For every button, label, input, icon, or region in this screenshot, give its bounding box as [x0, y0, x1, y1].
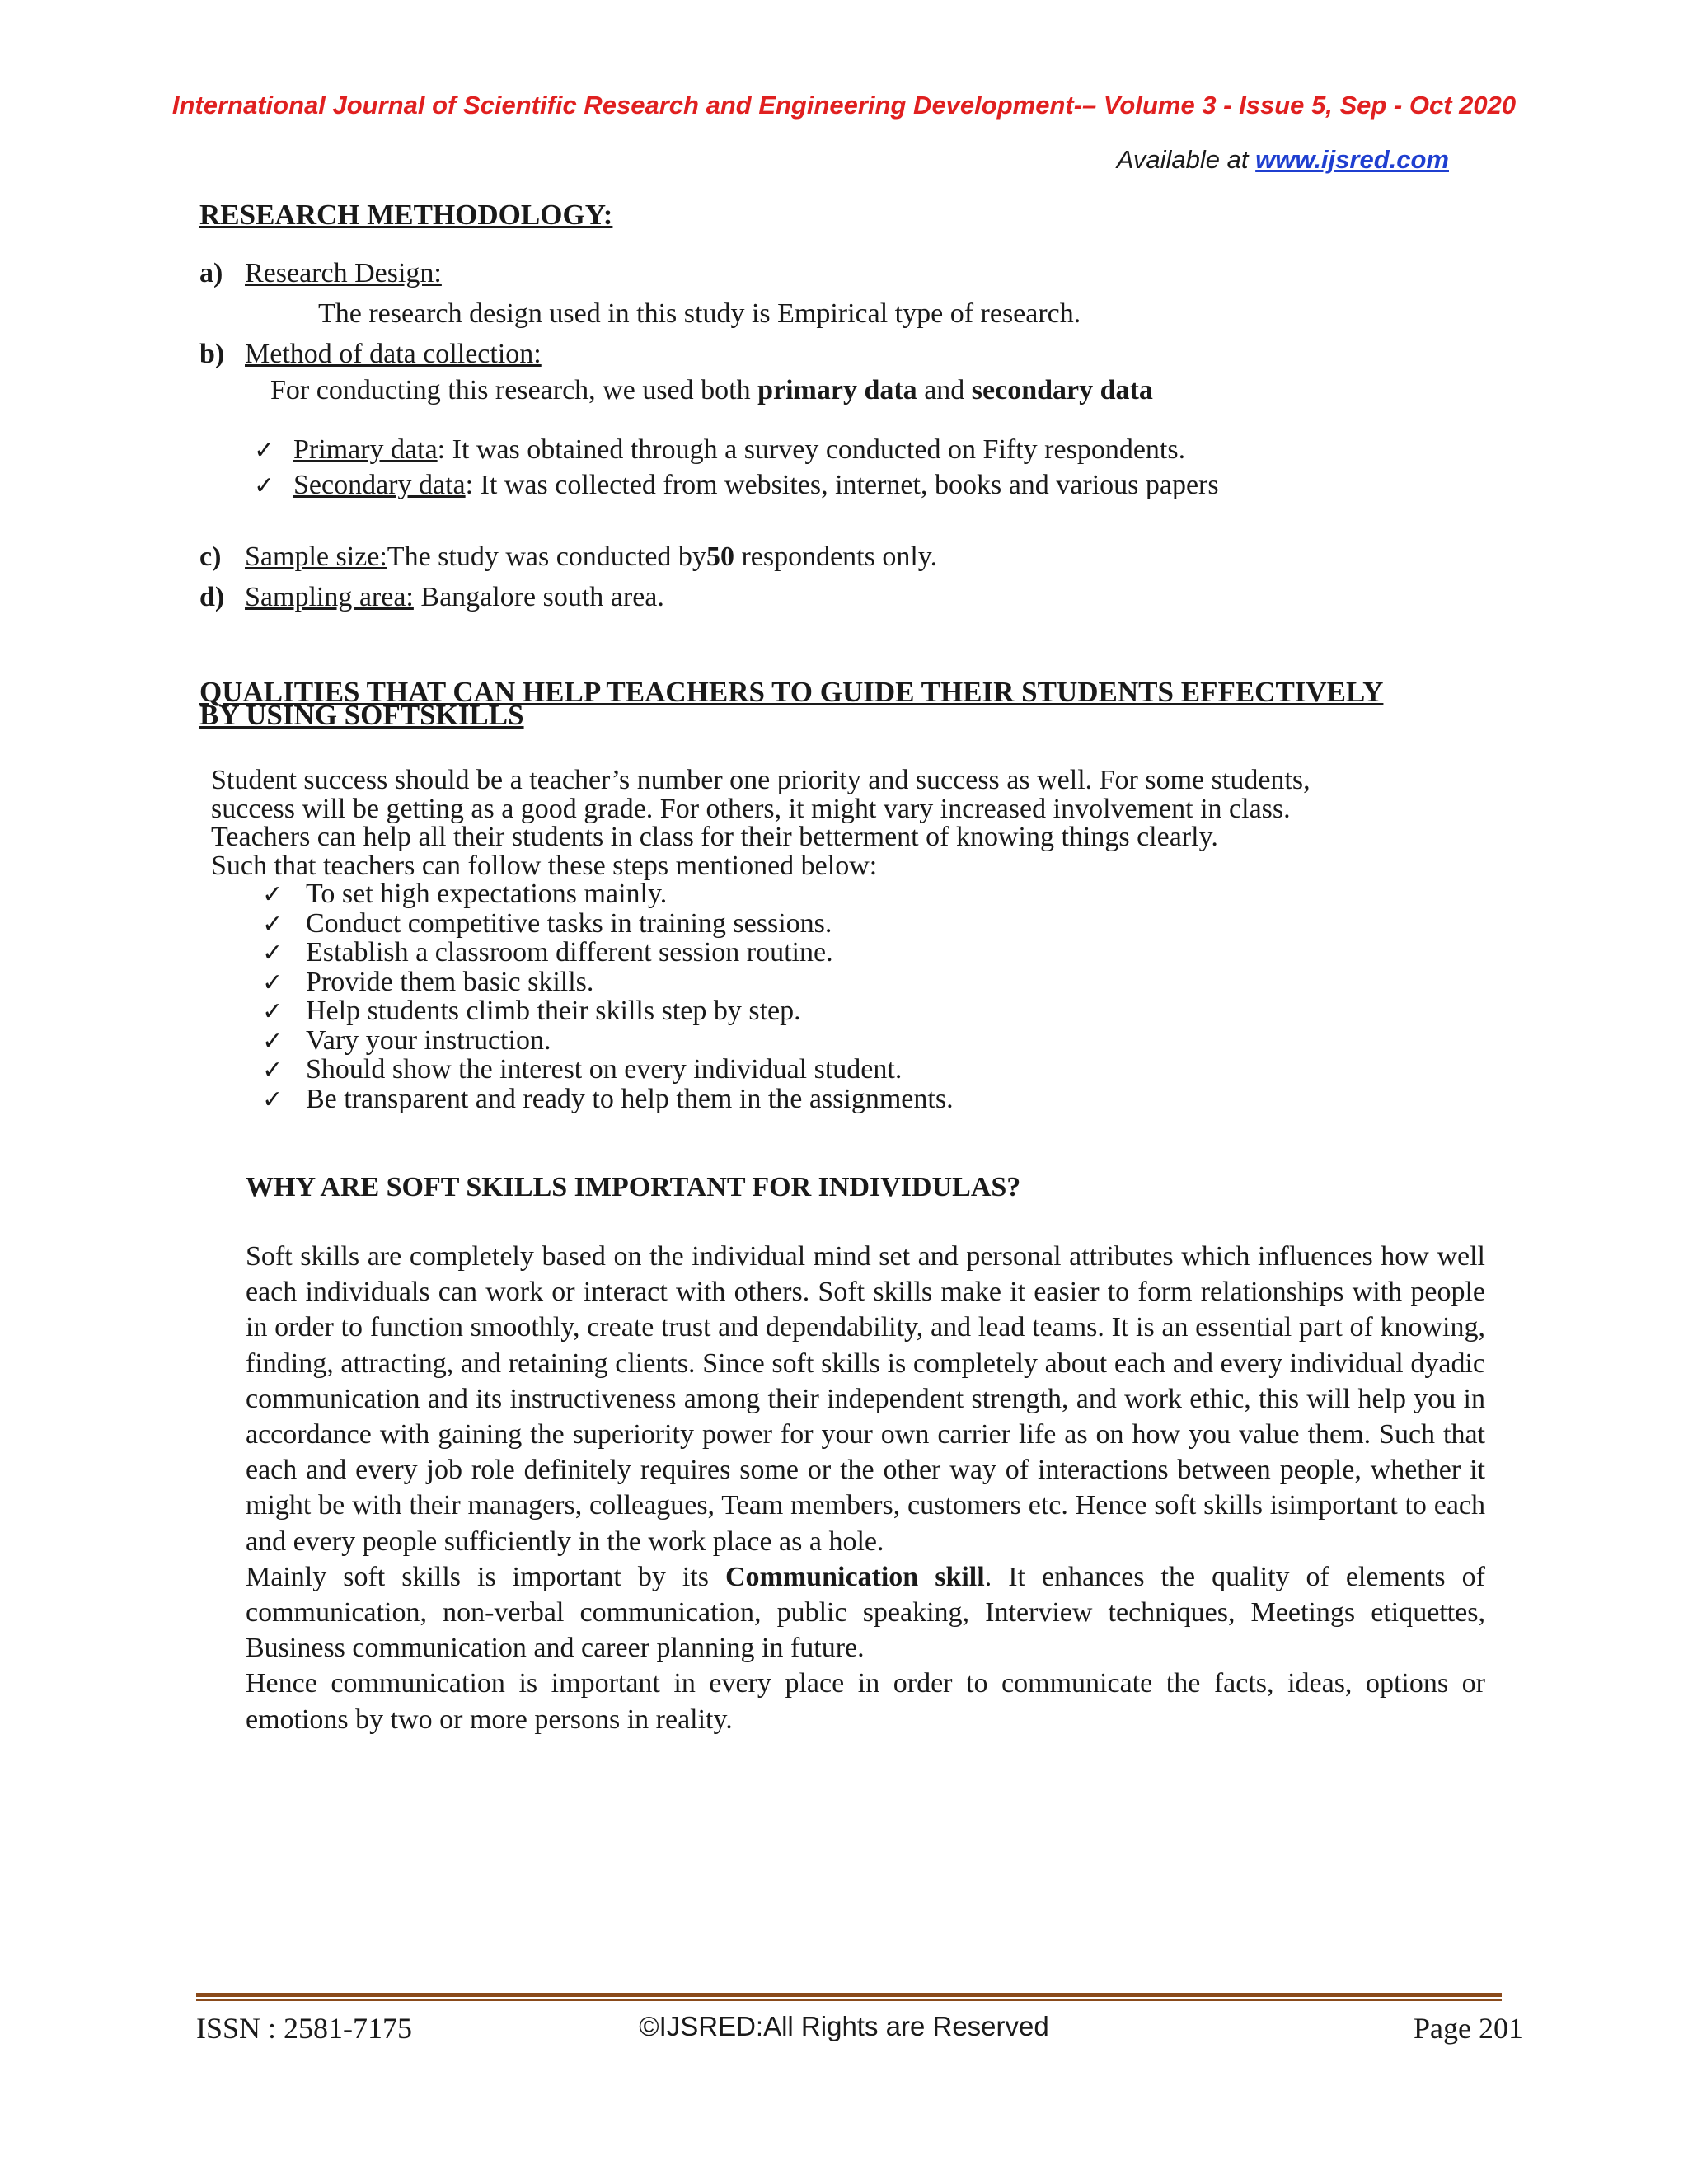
list-item-text: Provide them basic skills. — [306, 966, 594, 997]
check-mark-icon: ✓ — [262, 939, 284, 968]
check-mark-icon: ✓ — [262, 1085, 284, 1114]
item-b-label: b) — [199, 339, 225, 369]
item-a-title: Research Design: — [245, 258, 442, 288]
list-item — [211, 939, 1311, 968]
importance-p2-bold: Communication skill — [724, 1561, 985, 1592]
list-item-text: Help students climb their skills step by step. — [306, 996, 801, 1026]
check-mark-icon: ✓ — [254, 471, 275, 500]
item-b-bold-secondary: secondary data — [971, 375, 1153, 405]
list-item-text: Be transparent and ready to help them in the assignments. — [306, 1083, 954, 1114]
list-item-text: Conduct competitive tasks in training sessions. — [306, 907, 832, 939]
qualities-body — [211, 766, 1311, 1114]
item-b-text-1: For conducting this research, we used both — [270, 375, 758, 405]
item-d — [199, 582, 664, 613]
list-item — [211, 880, 1311, 910]
check-item-secondary-title: Secondary data — [293, 470, 466, 500]
importance-p2-text-1: Mainly soft skills is important by its — [246, 1561, 725, 1592]
item-c-label: c) — [199, 541, 222, 572]
footer-rule-thin — [196, 1999, 1502, 2001]
item-b-bold-primary: primary data — [757, 375, 917, 405]
check-item-primary-title: Primary data — [293, 434, 438, 465]
heading-qualities — [199, 676, 1384, 731]
item-a-label: a) — [199, 258, 223, 288]
item-b — [199, 339, 542, 370]
item-c-text-1: The study was conducted by — [387, 541, 706, 572]
heading-why-soft-skills: WHY ARE SOFT SKILLS IMPORTANT FOR INDIVIDULAS? — [246, 1172, 1021, 1202]
qualities-intro-line: Teachers can help all their students in class for their betterment of knowing things clearly. — [211, 822, 1218, 852]
check-mark-icon: ✓ — [262, 997, 284, 1026]
importance-paragraph-1: Soft skills are completely based on the individual mind set and personal attributes which influences how well each individuals can work or interact with others. Soft skills make it easier to form relationships with people in order to function smoothly, create trust and dependability, and lead teams. It is an essential part of knowing, finding, attracting, and retaining clients. Since soft skills is completely about each and every individual dyadic communication and its instructiveness among their independent strength, and work ethic, this will help you in accordance with gaining the superiority power for your own carrier life as on how you value them. Such that each and every job role definitely requires some or the other way of interactions between people, whether it might be with their managers, colleagues, Team members, customers etc. Hence soft skills isimportant to each and every people sufficiently in the work place as a hole. — [246, 1241, 1485, 1557]
footer-page-number: Page 201 — [1414, 2012, 1523, 2045]
item-c-title: Sample size: — [245, 541, 387, 572]
check-item-primary — [254, 434, 1185, 466]
item-a — [199, 258, 442, 289]
item-d-label: d) — [199, 582, 225, 612]
importance-paragraph-3: Hence communication is important in every place in order to communicate the facts, ideas, options or emotions by two or more persons in reality. — [246, 1668, 1485, 1735]
list-item — [211, 1056, 1311, 1085]
list-item — [211, 1085, 1311, 1115]
check-item-secondary — [254, 470, 1219, 501]
check-mark-icon: ✓ — [262, 909, 284, 939]
check-mark-icon: ✓ — [262, 968, 284, 997]
item-d-title: Sampling area: — [245, 582, 414, 612]
heading-qualities-line-1: QUALITIES THAT CAN HELP TEACHERS TO GUIDE THEIR STUDENTS EFFECTIVELY — [199, 676, 1384, 708]
list-item-text: Should show the interest on every individual student. — [306, 1054, 903, 1085]
availability-line — [1117, 145, 1449, 175]
item-b-title: Method of data collection: — [245, 339, 542, 369]
heading-qualities-line-2: BY USING SOFTSKILLS — [199, 699, 524, 731]
available-prefix: Available at — [1116, 145, 1256, 174]
check-item-secondary-text: : It was collected from websites, internet, books and various papers — [465, 470, 1219, 500]
journal-url-link[interactable]: www.ijsred.com — [1255, 145, 1449, 174]
footer-issn: ISSN : 2581-7175 — [196, 2012, 413, 2045]
qualities-intro-line: success will be getting as a good grade. For others, it might vary increased involvement in class. — [211, 793, 1291, 824]
heading-research-methodology: RESEARCH METHODOLOGY: — [199, 199, 613, 231]
importance-p2-text-2: . It enhances the quality of elements of communication, non-verbal communication, public speaking, Interview techniques, Meetings etiquettes, Business communication and career planning in future. — [246, 1561, 1485, 1664]
check-mark-icon: ✓ — [254, 436, 275, 465]
importance-paragraph-2 — [246, 1559, 1485, 1666]
item-c-bold: 50 — [706, 541, 734, 572]
list-item-text: Vary your instruction. — [306, 1024, 551, 1056]
item-b-text — [270, 375, 1153, 406]
qualities-intro-line: Student success should be a teacher’s number one priority and success as well. For some students, — [211, 765, 1311, 795]
item-c-text-2: respondents only. — [734, 541, 938, 572]
check-mark-icon: ✓ — [262, 880, 284, 909]
journal-header: International Journal of Scientific Research and Engineering Development-– Volume 3 - Issue 5, Sep - Oct 2020 — [171, 91, 1517, 120]
check-mark-icon: ✓ — [262, 1026, 284, 1056]
footer-rights: ©IJSRED:All Rights are Reserved — [639, 2011, 1049, 2041]
importance-body — [246, 1239, 1485, 1737]
item-a-text: The research design used in this study is Empirical type of research. — [318, 298, 1081, 329]
check-mark-icon: ✓ — [262, 1056, 284, 1085]
qualities-intro-line: Such that teachers can follow these steps mentioned below: — [211, 850, 878, 881]
list-item — [211, 1024, 1311, 1057]
list-item — [211, 907, 1311, 940]
item-b-text-2: and — [917, 375, 972, 405]
list-item — [211, 997, 1311, 1027]
list-item-text: Establish a classroom different session routine. — [306, 937, 833, 968]
item-d-text: Bangalore south area. — [413, 582, 664, 612]
list-item — [211, 968, 1311, 998]
list-item-text: To set high expectations mainly. — [306, 879, 668, 909]
footer-rule — [196, 1993, 1502, 1997]
check-item-primary-text: : It was obtained through a survey conducted on Fifty respondents. — [437, 434, 1186, 465]
item-c — [199, 541, 937, 573]
